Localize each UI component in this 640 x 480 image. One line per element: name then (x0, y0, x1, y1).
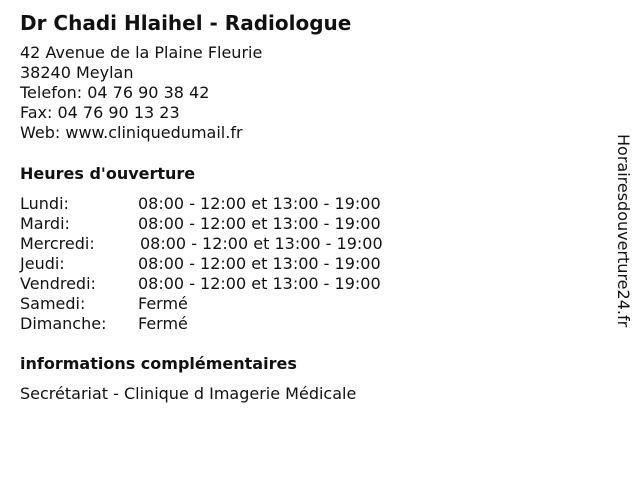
time-value: 08:00 - 12:00 et 13:00 - 19:00 (138, 274, 381, 293)
page-title: Dr Chadi Hlaihel - Radiologue (20, 11, 352, 35)
time-value: Fermé (138, 294, 188, 313)
address-city: 38240 Meylan (20, 63, 134, 82)
website: Web: www.cliniquedumail.fr (20, 123, 243, 142)
info-heading: informations complémentaires (20, 354, 297, 373)
time-value: 08:00 - 12:00 et 13:00 - 19:00 (138, 214, 381, 233)
day-label: Samedi: (20, 294, 86, 313)
info-text: Secrétariat - Clinique d Imagerie Médicale (20, 384, 357, 403)
address-street: 42 Avenue de la Plaine Fleurie (20, 43, 263, 62)
day-label: Mercredi: (20, 234, 95, 253)
day-label: Mardi: (20, 214, 70, 233)
time-value: 08:00 - 12:00 et 13:00 - 19:00 (138, 194, 381, 213)
phone-number: Telefon: 04 76 90 38 42 (20, 83, 210, 102)
contact-details (20, 43, 262, 143)
hours-heading: Heures d'ouverture (20, 164, 196, 183)
day-label: Vendredi: (20, 274, 96, 293)
day-label: Lundi: (20, 194, 69, 213)
time-value: 08:00 - 12:00 et 13:00 - 19:00 (140, 234, 383, 253)
time-value: 08:00 - 12:00 et 13:00 - 19:00 (138, 254, 381, 273)
time-value: Fermé (138, 314, 188, 333)
side-label: Horairesdouverture24.fr (614, 134, 633, 328)
fax-number: Fax: 04 76 90 13 23 (20, 103, 180, 122)
side-watermark (612, 134, 634, 344)
day-label: Dimanche: (20, 314, 107, 333)
day-label: Jeudi: (20, 254, 65, 273)
